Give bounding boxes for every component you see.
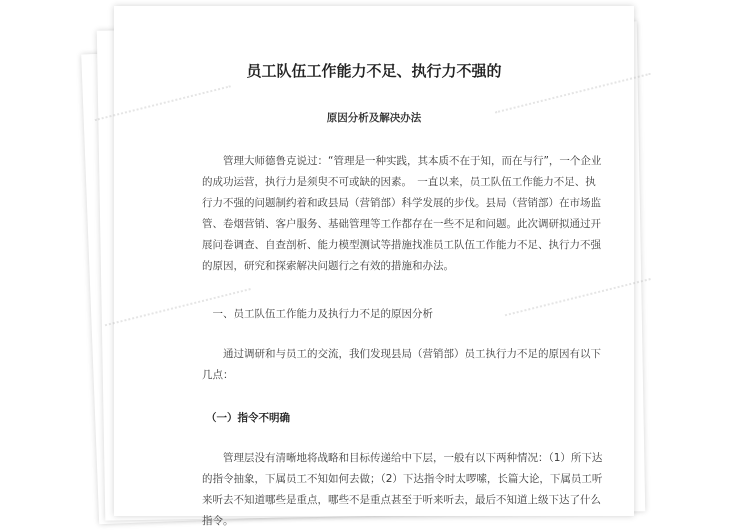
body-paragraph: 管理层没有清晰地将战略和目标传递给中下层，一般有以下两种情况：（1）所下达的指令抽象，下属员工不知如何去做；（2）下达指令时太啰嗦，长篇大论，下属员工听来听去不知道哪些是重点，哪些不是重点甚至于听来听去，最后不知道上级下达了什么指令。 (202, 452, 603, 527)
survey-paragraph: 通过调研和与员工的交流，我们发现县局（营销部）员工执行力不足的原因有以下几点： (202, 348, 601, 381)
subsection-heading: （一）指令不明确 (206, 412, 290, 424)
section-heading: 一、员工队伍工作能力及执行力不足的原因分析 (212, 308, 433, 320)
document-subtitle: 原因分析及解决办法 (326, 112, 422, 124)
intro-paragraph: 管理大师德鲁克说过：“管理是一种实践，其本质不在于知，而在与行”，一个企业的成功运营，执行力是须臾不可或缺的因素。 一直以来，员工队伍工作能力不足、执行力不强的问题制约着和政县局（营销部）科学发展的步伐。县局（营销部）在市场监管、卷烟营销、客户服务、基础管理等工作都存在一些不足和问题。此次调研拟通过开展问卷调查、自查剖析、能力模型测试等措施找准员工队伍工作能力不足、执行力不强的原因，研究和探索解决问题行之有效的措施和办法。 (202, 155, 602, 272)
document-title: 员工队伍工作能力不足、执行力不强的 (246, 62, 502, 80)
document-page (114, 6, 634, 527)
